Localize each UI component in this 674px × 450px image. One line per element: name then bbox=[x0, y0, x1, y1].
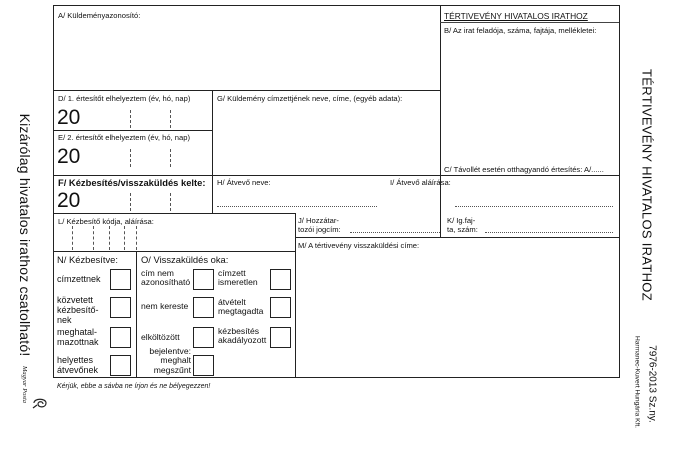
frame-left bbox=[53, 5, 54, 377]
delivered-to-label: N/ Kézbesítve: bbox=[57, 254, 118, 265]
second-notice-year: 20 bbox=[57, 145, 81, 168]
delivery-date-year: 20 bbox=[57, 189, 81, 212]
return-address-label: M/ A tértivevény visszaküldési címe: bbox=[298, 241, 420, 250]
id-document-line bbox=[485, 232, 613, 233]
o-option-address-unidentifiable-label: cím nem azonosítható bbox=[141, 268, 191, 288]
frame-bottom bbox=[53, 377, 620, 378]
posta-logo-text: Magyar Posta bbox=[21, 366, 28, 404]
receiver-name-label: H/ Átvevő neve: bbox=[217, 178, 271, 187]
d-bottom-border bbox=[53, 130, 212, 131]
recipient-label: G/ Küldemény címzettjének neve, címe, (egyéb adata): bbox=[217, 94, 403, 103]
o-option-not-collected-label: nem kereste bbox=[141, 301, 189, 311]
second-notice-label: E/ 2. értesítőt elhelyeztem (év, hó, nap) bbox=[58, 133, 190, 142]
o-option-recipient-unknown-label: címzett ismeretlen bbox=[218, 268, 258, 288]
n-option-recipient-checkbox[interactable] bbox=[110, 269, 131, 290]
courier-code-sep-5 bbox=[136, 226, 137, 250]
form-code: 7976-2013 Sz.ny. bbox=[646, 345, 658, 423]
n-option-recipient-label: címzettnek bbox=[57, 274, 101, 284]
f-right-border bbox=[212, 175, 213, 213]
o-option-moved-label: elköltözött bbox=[141, 332, 180, 342]
delivery-date-label: F/ Kézbesítés/visszaküldés kelte: bbox=[58, 177, 206, 188]
absence-notice-label: C/ Távollét esetén otthagyandó értesítés: A/...... bbox=[444, 165, 604, 174]
first-notice-label: D/ 1. értesítőt elhelyeztem (év, hó, nap) bbox=[58, 94, 191, 103]
receiver-signature-line bbox=[455, 206, 613, 207]
posta-logo bbox=[12, 366, 46, 422]
row-f-top-border bbox=[53, 175, 620, 176]
posthorn-icon bbox=[32, 396, 48, 410]
return-reason-label: O/ Visszaküldés oka: bbox=[141, 254, 229, 265]
n-option-substitute-label: helyettes átvevőnek bbox=[57, 355, 99, 375]
o-option-refused-label: átvételt megtagadta bbox=[218, 297, 264, 317]
id-document-label: K/ Ig.faj- ta, szám: bbox=[447, 216, 478, 234]
official-only-notice: Kizárólag hivatalos irathoz csatolható! bbox=[17, 113, 33, 357]
first-notice-sep-1 bbox=[130, 110, 131, 128]
frame-top bbox=[53, 5, 620, 6]
no-top-border bbox=[53, 251, 295, 252]
relationship-line bbox=[350, 232, 440, 233]
relationship-label: J/ Hozzátar- tozói jogcím: bbox=[298, 216, 341, 234]
second-notice-sep-2 bbox=[170, 149, 171, 167]
o-option-refused-checkbox[interactable] bbox=[270, 297, 291, 318]
o-option-recipient-unknown-checkbox[interactable] bbox=[270, 269, 291, 290]
receiver-signature-label: I/ Átvevő aláírása: bbox=[390, 178, 451, 187]
o-option-deceased-checkbox[interactable] bbox=[193, 355, 214, 376]
courier-code-sep-4 bbox=[124, 226, 125, 250]
delivery-date-sep-2 bbox=[170, 193, 171, 211]
o-option-delivery-obstructed-label: kézbesítés akadályozott bbox=[218, 326, 267, 346]
o-option-address-unidentifiable-checkbox[interactable] bbox=[193, 269, 214, 290]
o-option-deceased-label: bejelentve: meghalt megszűnt bbox=[149, 346, 191, 375]
n-option-indirect-checkbox[interactable] bbox=[110, 297, 131, 318]
de-right-border bbox=[212, 90, 213, 175]
courier-code-sep-2 bbox=[93, 226, 94, 250]
n-right-border bbox=[136, 251, 137, 377]
shipment-id-label: A/ Küldeményazonosító: bbox=[58, 11, 141, 20]
courier-code-label: L/ Kézbesítő kódja, aláírása: bbox=[58, 217, 154, 226]
m-top-border bbox=[295, 237, 619, 238]
no-write-zone-note: Kérjük, ebbe a sávba ne írjon és ne bélyegezzen! bbox=[57, 383, 211, 390]
document-sender-label: B/ Az irat feladója, száma, fajtája, mellékletei: bbox=[444, 26, 597, 35]
first-notice-sep-2 bbox=[170, 110, 171, 128]
first-notice-year: 20 bbox=[57, 106, 81, 129]
n-option-authorized-checkbox[interactable] bbox=[110, 327, 131, 348]
f-bottom-border bbox=[53, 213, 295, 214]
courier-code-sep-3 bbox=[109, 226, 110, 250]
header-divider bbox=[440, 22, 619, 23]
frame-right bbox=[619, 5, 620, 377]
n-option-substitute-checkbox[interactable] bbox=[110, 355, 131, 376]
form-header-title: TÉRTIVEVÉNY HIVATALOS IRATHOZ bbox=[444, 11, 588, 21]
second-notice-sep-1 bbox=[130, 149, 131, 167]
n-option-indirect-label: közvetett kézbesítő-nek bbox=[57, 295, 99, 325]
n-option-authorized-label: meghatal-mazottnak bbox=[57, 327, 99, 347]
receiver-name-line bbox=[217, 206, 377, 207]
a-right-border bbox=[440, 5, 441, 237]
delivery-date-sep-1 bbox=[130, 193, 131, 211]
o-option-not-collected-checkbox[interactable] bbox=[193, 297, 214, 318]
side-form-title: TÉRTIVEVÉNY HIVATALOS IRATHOZ bbox=[639, 69, 655, 301]
o-option-moved-checkbox[interactable] bbox=[193, 327, 214, 348]
courier-code-sep-1 bbox=[72, 226, 73, 250]
o-option-delivery-obstructed-checkbox[interactable] bbox=[270, 327, 291, 348]
a-bottom-border bbox=[53, 90, 440, 91]
printer-name: Harmanec-Kuvert Hungária Kft. bbox=[633, 336, 641, 428]
